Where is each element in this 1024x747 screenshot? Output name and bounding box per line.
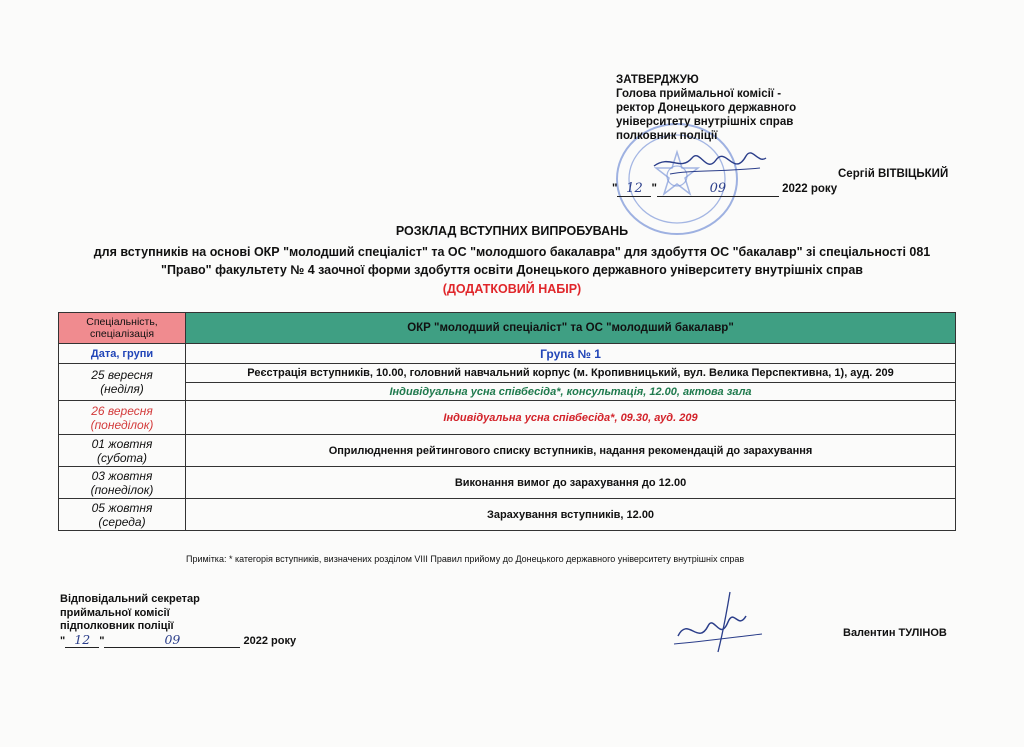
approval-date-month: 09 [709, 181, 727, 196]
weekday-text: (середа) [98, 514, 146, 529]
approval-line: ЗАТВЕРДЖУЮ [616, 74, 699, 86]
weekday-text: (неділя) [100, 382, 144, 396]
document-subtitle-line2: "Право" факультету № 4 заочної форми здобуття освіти Донецького державного університету внутрішніх справ [161, 263, 863, 277]
secretary-signature [668, 586, 768, 656]
approval-block [616, 73, 846, 143]
approval-date-day: 12 [626, 181, 643, 196]
table-row [59, 344, 956, 364]
date-cell [59, 401, 186, 435]
header-specialty: Спеціальність, спеціалізація [59, 313, 186, 344]
secretary-date-year: 2022 року [243, 635, 297, 647]
document-title: РОЗКЛАД ВСТУПНИХ ВИПРОБУВАНЬ [395, 224, 629, 238]
header-program: ОКР "молодший спеціаліст" та ОС "молодший бакалавр" [186, 313, 956, 344]
date-cell [59, 364, 186, 401]
date-text: 03 жовтня [91, 468, 153, 483]
table-header-row [59, 313, 956, 344]
date-text: 25 вересня [91, 368, 153, 382]
secretary-line: підполковник поліції [60, 620, 174, 632]
weekday-text: (субота) [96, 450, 148, 465]
group-label: Група № 1 [186, 344, 956, 364]
event-cell: Виконання вимог до зарахування до 12.00 [186, 467, 956, 499]
table-row [59, 467, 956, 499]
document-subtitle-line1: для вступників на основі ОКР "молодший спеціаліст" та ОС "молодшого бакалавра" для здобуття ОС "бакалавр" зі спеціальності 081 [93, 245, 931, 259]
date-text: 05 жовтня [91, 500, 153, 515]
secretary-name: Валентин ТУЛІНОВ [843, 627, 947, 639]
event-cell: Оприлюднення рейтингового списку вступників, надання рекомендацій до зарахування [186, 435, 956, 467]
event-cell: Реєстрація вступників, 10.00, головний навчальний корпус (м. Кропивницький, вул. Велика Перспективна, 1), ауд. 209 [186, 364, 956, 383]
secretary-date: " 12 " 09 2022 року [60, 632, 297, 647]
event-cell: Індивідуальна усна співбесіда*, консультація, 12.00, актова зала [186, 383, 956, 401]
approval-date-year: 2022 року [782, 183, 838, 195]
event-cell: Зарахування вступників, 12.00 [186, 499, 956, 531]
secretary-line: приймальної комісії [60, 606, 170, 619]
rector-name: Сергій ВІТВІЦЬКИЙ [838, 168, 949, 180]
approval-line: Голова приймальної комісії - [616, 88, 782, 100]
date-text: 26 вересня [91, 403, 153, 418]
dates-label: Дата, групи [59, 344, 186, 364]
table-row [59, 383, 956, 401]
weekday-text: (понеділок) [90, 482, 154, 497]
table-row [59, 435, 956, 467]
secretary-block [60, 593, 200, 634]
approval-line: університету внутрішніх справ [616, 116, 794, 128]
secretary-line: Відповідальний секретар [60, 593, 200, 605]
date-text: 01 жовтня [91, 436, 153, 451]
secretary-date-month: 09 [164, 632, 181, 647]
table-row [59, 401, 956, 435]
weekday-text: (понеділок) [90, 417, 154, 432]
schedule-table [58, 312, 956, 531]
date-cell [59, 435, 186, 467]
date-cell [59, 499, 186, 531]
approval-line: ректор Донецького державного [616, 102, 797, 114]
event-cell: Індивідуальна усна співбесіда*, 09.30, ауд. 209 [186, 401, 956, 435]
date-cell [59, 467, 186, 499]
secretary-date-day: 12 [74, 632, 91, 647]
approval-line: полковник поліції [616, 130, 718, 142]
table-row [59, 499, 956, 531]
approval-date: " 12 " 09 2022 року [612, 181, 838, 196]
footnote: Примітка: * категорія вступників, визначених розділом VIII Правил прийому до Донецького державного університету внутрішніх справ [186, 554, 745, 564]
additional-enrollment-label: (ДОДАТКОВИЙ НАБІР) [442, 282, 582, 296]
table-row [59, 364, 956, 383]
